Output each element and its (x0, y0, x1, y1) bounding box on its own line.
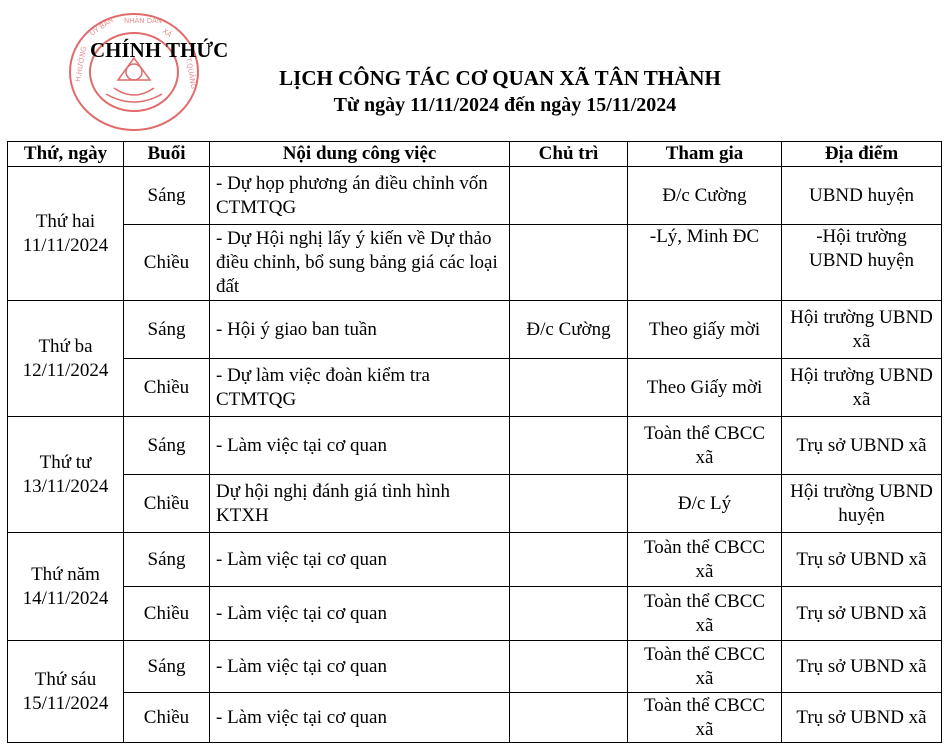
session-cell: Sáng (124, 533, 210, 587)
col-header-session: Buổi (124, 142, 210, 167)
col-header-content: Nội dung công việc (210, 142, 510, 167)
session-cell: Chiều (124, 693, 210, 743)
col-header-day: Thứ, ngày (8, 142, 124, 167)
day-cell (8, 533, 124, 641)
header-row (8, 142, 942, 167)
participants-cell: Theo Giấy mời (628, 359, 782, 417)
content-cell: Dự hội nghị đánh giá tình hình KTXH (210, 475, 510, 533)
content-cell: - Làm việc tại cơ quan (210, 533, 510, 587)
participants-cell: Toàn thể CBCC xã (628, 533, 782, 587)
chair-cell (510, 587, 628, 641)
col-header-chair: Chủ trì (510, 142, 628, 167)
table-row (8, 533, 942, 587)
participants-cell: -Lý, Minh ĐC (628, 225, 782, 301)
page-title: LỊCH CÔNG TÁC CƠ QUAN XÃ TÂN THÀNH (279, 66, 721, 90)
content-cell: - Dự làm việc đoàn kiểm tra CTMTQG (210, 359, 510, 417)
weekday: Thứ năm (31, 563, 100, 585)
location-cell: Trụ sở UBND xã (782, 587, 942, 641)
content-cell: - Làm việc tại cơ quan (210, 587, 510, 641)
table-row (8, 693, 942, 743)
location-cell: Hội trường UBND xã (782, 359, 942, 417)
location-cell: Trụ sở UBND xã (782, 693, 942, 743)
participants-cell: Toàn thể CBCC xã (628, 417, 782, 475)
official-label: CHÍNH THỨC (90, 38, 229, 62)
location-cell: Trụ sở UBND xã (782, 417, 942, 475)
session-cell: Chiều (124, 359, 210, 417)
content-cell: - Dự Hội nghị lấy ý kiến về Dự thảo điều chỉnh, bổ sung bảng giá các loại đất (210, 225, 510, 301)
chair-cell (510, 533, 628, 587)
session-cell: Sáng (124, 641, 210, 693)
participants-cell: Đ/c Lý (628, 475, 782, 533)
location-cell: UBND huyện (782, 167, 942, 225)
session-cell: Sáng (124, 167, 210, 225)
session-cell: Chiều (124, 225, 210, 301)
date: 15/11/2024 (22, 692, 109, 714)
location-cell: Trụ sở UBND xã (782, 533, 942, 587)
day-cell (8, 301, 124, 417)
content-cell: - Hội ý giao ban tuần (210, 301, 510, 359)
session-cell: Chiều (124, 475, 210, 533)
date: 14/11/2024 (22, 587, 109, 609)
table-row (8, 417, 942, 475)
table-row (8, 359, 942, 417)
schedule-table (7, 141, 942, 743)
participants-cell: Theo giấy mời (628, 301, 782, 359)
table-row (8, 301, 942, 359)
svg-text:XÃ: XÃ (160, 27, 174, 40)
chair-cell (510, 167, 628, 225)
chair-cell (510, 359, 628, 417)
svg-text:T.QUẢNG: T.QUẢNG (184, 56, 198, 90)
table-row (8, 225, 942, 301)
svg-text:ỦY BAN: ỦY BAN (88, 15, 115, 38)
table-row (8, 641, 942, 693)
session-cell: Chiều (124, 587, 210, 641)
day-cell (8, 641, 124, 743)
session-cell: Sáng (124, 417, 210, 475)
chair-cell (510, 693, 628, 743)
content-cell: - Làm việc tại cơ quan (210, 693, 510, 743)
svg-text:H.HƯỚNG: H.HƯỚNG (74, 45, 89, 83)
weekday: Thứ ba (38, 335, 93, 357)
participants-cell: Toàn thể CBCC xã (628, 641, 782, 693)
participants-cell: Toàn thể CBCC xã (628, 587, 782, 641)
weekday: Thứ hai (35, 210, 96, 232)
weekday: Thứ tư (39, 451, 92, 473)
day-cell (8, 167, 124, 301)
chair-cell (510, 417, 628, 475)
col-header-location: Địa điểm (782, 142, 942, 167)
location-cell: -Hội trường UBND huyện (782, 225, 942, 301)
date: 11/11/2024 (22, 234, 109, 256)
location-cell: Hội trường UBND huyện (782, 475, 942, 533)
location-cell: Hội trường UBND xã (782, 301, 942, 359)
participants-cell: Đ/c Cường (628, 167, 782, 225)
date: 12/11/2024 (22, 359, 109, 381)
session-cell: Sáng (124, 301, 210, 359)
chair-cell: Đ/c Cường (510, 301, 628, 359)
day-cell (8, 417, 124, 533)
table-row (8, 167, 942, 225)
weekday: Thứ sáu (34, 668, 97, 690)
content-cell: - Làm việc tại cơ quan (210, 641, 510, 693)
svg-text:NHÂN DÂN: NHÂN DÂN (124, 17, 163, 25)
date-range: Từ ngày 11/11/2024 đến ngày 15/11/2024 (333, 94, 677, 116)
table-row (8, 475, 942, 533)
content-cell: - Làm việc tại cơ quan (210, 417, 510, 475)
chair-cell (510, 225, 628, 301)
participants-cell: Toàn thể CBCC xã (628, 693, 782, 743)
content-cell: - Dự họp phương án điều chỉnh vốn CTMTQG (210, 167, 510, 225)
date: 13/11/2024 (22, 475, 109, 497)
chair-cell (510, 475, 628, 533)
col-header-participants: Tham gia (628, 142, 782, 167)
table-row (8, 587, 942, 641)
chair-cell (510, 641, 628, 693)
location-cell: Trụ sở UBND xã (782, 641, 942, 693)
